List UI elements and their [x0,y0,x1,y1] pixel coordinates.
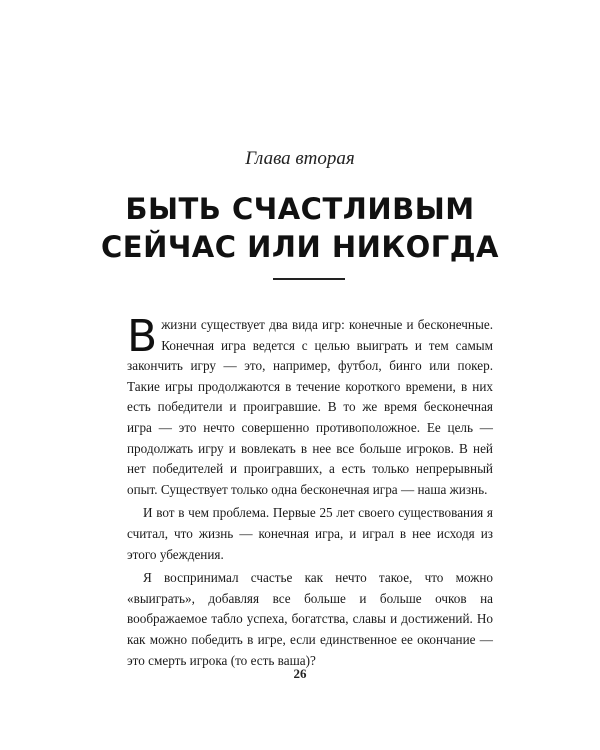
chapter-title-line-1: БЫТЬ СЧАСТЛИВЫМ [125,192,475,226]
chapter-title-line-2: СЕЙЧАС ИЛИ НИКОГДА [101,230,499,264]
paragraph-2: И вот в чем проблема. Первые 25 лет своего существования я считал, что жизнь — конечная игра, и играл в нее исходя из этого убеждения. [127,505,493,562]
title-divider [273,278,345,280]
drop-cap: В [127,311,158,362]
chapter-label: Глава вторая [245,148,355,169]
paragraph-1 [127,311,493,500]
chapter-title [0,190,600,266]
page-number: 26 [293,666,307,681]
paragraph-3: Я воспринимал счастье как нечто такое, что можно «выиграть», добавляя все больше и больше очков на воображаемое табло успеха, богатства, славы и достижений. Но как можно победить в игре, если единственное ее окончание — это смерть игрока (то есть ваша)? [127,570,493,668]
paragraph-1-text: жизни существует два вида игр: конечные и бесконечные. Конечная игра ведется с целью выиграть и тем самым закончить игру — это, например, футбол, бинго или покер. Такие игры продолжаются в течение короткого времени, в них есть победители и проигравшие. В то же время бесконечная игра — это нечто совершенно противоположное. Ее цель — продолжать игру и вовлекать в нее все больше игроков. В ней нет победителей и проигравших, а есть только непрерывный опыт. Существует только одна бесконечная игра — наша жизнь. [127,317,493,497]
chapter-body [127,311,493,671]
